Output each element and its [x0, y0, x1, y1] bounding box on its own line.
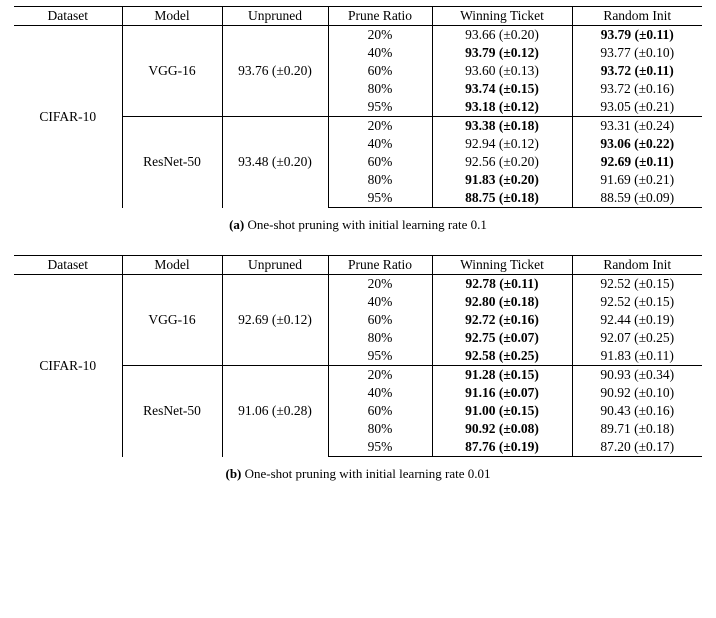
- dataset-cell: CIFAR-10: [39, 108, 97, 124]
- random-init-cell: 87.20 (±0.17): [572, 438, 702, 457]
- table-caption-a: [14, 217, 702, 233]
- prune-ratio-cell: 40%: [328, 293, 432, 311]
- col-header-random-init: Random Init: [572, 7, 702, 26]
- winning-ticket-cell: 91.83 (±0.20): [432, 171, 572, 189]
- model-cell: ResNet-50: [122, 366, 222, 457]
- table-block-b: [14, 255, 702, 482]
- table-header-row: [14, 256, 702, 275]
- col-header-unpruned: Unpruned: [222, 7, 328, 26]
- col-header-prune-ratio: Prune Ratio: [328, 256, 432, 275]
- prune-ratio-cell: 20%: [328, 26, 432, 45]
- unpruned-cell: 91.06 (±0.28): [222, 366, 328, 457]
- table-caption-b: [14, 466, 702, 482]
- winning-ticket-cell: 92.72 (±0.16): [432, 311, 572, 329]
- caption-label: (a): [229, 217, 248, 232]
- winning-ticket-cell: 93.66 (±0.20): [432, 26, 572, 45]
- random-init-cell: 92.52 (±0.15): [572, 293, 702, 311]
- model-cell: ResNet-50: [122, 117, 222, 208]
- winning-ticket-cell: 93.18 (±0.12): [432, 98, 572, 117]
- col-header-winning-ticket: Winning Ticket: [432, 7, 572, 26]
- random-init-cell: 92.07 (±0.25): [572, 329, 702, 347]
- unpruned-cell: 92.69 (±0.12): [222, 275, 328, 366]
- winning-ticket-cell: 92.80 (±0.18): [432, 293, 572, 311]
- col-header-model: Model: [122, 7, 222, 26]
- prune-ratio-cell: 40%: [328, 135, 432, 153]
- random-init-cell: 92.44 (±0.19): [572, 311, 702, 329]
- winning-ticket-cell: 93.79 (±0.12): [432, 44, 572, 62]
- prune-ratio-cell: 20%: [328, 117, 432, 136]
- table-header-row: [14, 7, 702, 26]
- random-init-cell: 93.31 (±0.24): [572, 117, 702, 136]
- winning-ticket-cell: 92.56 (±0.20): [432, 153, 572, 171]
- col-header-dataset: Dataset: [14, 7, 122, 26]
- winning-ticket-cell: 91.00 (±0.15): [432, 402, 572, 420]
- caption-text: One-shot pruning with initial learning rate 0.1: [247, 217, 487, 232]
- winning-ticket-cell: 92.75 (±0.07): [432, 329, 572, 347]
- prune-ratio-cell: 20%: [328, 366, 432, 385]
- random-init-cell: 92.69 (±0.11): [572, 153, 702, 171]
- dataset-cell: CIFAR-10: [39, 357, 97, 373]
- col-header-winning-ticket: Winning Ticket: [432, 256, 572, 275]
- col-header-prune-ratio: Prune Ratio: [328, 7, 432, 26]
- prune-ratio-cell: 60%: [328, 402, 432, 420]
- winning-ticket-cell: 92.94 (±0.12): [432, 135, 572, 153]
- caption-label: (b): [225, 466, 245, 481]
- model-cell: VGG-16: [122, 275, 222, 366]
- random-init-cell: 93.72 (±0.11): [572, 62, 702, 80]
- random-init-cell: 93.72 (±0.16): [572, 80, 702, 98]
- prune-ratio-cell: 20%: [328, 275, 432, 294]
- prune-ratio-cell: 60%: [328, 311, 432, 329]
- model-cell: VGG-16: [122, 26, 222, 117]
- prune-ratio-cell: 80%: [328, 171, 432, 189]
- random-init-cell: 93.06 (±0.22): [572, 135, 702, 153]
- caption-text: One-shot pruning with initial learning rate 0.01: [244, 466, 491, 481]
- winning-ticket-cell: 91.28 (±0.15): [432, 366, 572, 385]
- unpruned-cell: 93.76 (±0.20): [222, 26, 328, 117]
- winning-ticket-cell: 91.16 (±0.07): [432, 384, 572, 402]
- col-header-unpruned: Unpruned: [222, 256, 328, 275]
- col-header-random-init: Random Init: [572, 256, 702, 275]
- prune-ratio-cell: 80%: [328, 80, 432, 98]
- winning-ticket-cell: 90.92 (±0.08): [432, 420, 572, 438]
- table-row: [14, 26, 702, 45]
- prune-ratio-cell: 80%: [328, 329, 432, 347]
- random-init-cell: 93.79 (±0.11): [572, 26, 702, 45]
- col-header-model: Model: [122, 256, 222, 275]
- winning-ticket-cell: 93.74 (±0.15): [432, 80, 572, 98]
- random-init-cell: 91.69 (±0.21): [572, 171, 702, 189]
- random-init-cell: 93.77 (±0.10): [572, 44, 702, 62]
- winning-ticket-cell: 92.78 (±0.11): [432, 275, 572, 294]
- prune-ratio-cell: 60%: [328, 62, 432, 80]
- random-init-cell: 88.59 (±0.09): [572, 189, 702, 208]
- prune-ratio-cell: 95%: [328, 98, 432, 117]
- winning-ticket-cell: 87.76 (±0.19): [432, 438, 572, 457]
- random-init-cell: 90.93 (±0.34): [572, 366, 702, 385]
- col-header-dataset: Dataset: [14, 256, 122, 275]
- prune-ratio-cell: 80%: [328, 420, 432, 438]
- random-init-cell: 91.83 (±0.11): [572, 347, 702, 366]
- prune-ratio-cell: 60%: [328, 153, 432, 171]
- random-init-cell: 89.71 (±0.18): [572, 420, 702, 438]
- random-init-cell: 90.92 (±0.10): [572, 384, 702, 402]
- prune-ratio-cell: 95%: [328, 438, 432, 457]
- results-table-a: [14, 6, 702, 208]
- winning-ticket-cell: 88.75 (±0.18): [432, 189, 572, 208]
- results-table-b: [14, 255, 702, 457]
- winning-ticket-cell: 93.60 (±0.13): [432, 62, 572, 80]
- random-init-cell: 92.52 (±0.15): [572, 275, 702, 294]
- table-block-a: [14, 6, 702, 233]
- random-init-cell: 93.05 (±0.21): [572, 98, 702, 117]
- winning-ticket-cell: 93.38 (±0.18): [432, 117, 572, 136]
- prune-ratio-cell: 40%: [328, 384, 432, 402]
- winning-ticket-cell: 92.58 (±0.25): [432, 347, 572, 366]
- unpruned-cell: 93.48 (±0.20): [222, 117, 328, 208]
- prune-ratio-cell: 95%: [328, 189, 432, 208]
- random-init-cell: 90.43 (±0.16): [572, 402, 702, 420]
- table-row: [14, 275, 702, 294]
- prune-ratio-cell: 40%: [328, 44, 432, 62]
- prune-ratio-cell: 95%: [328, 347, 432, 366]
